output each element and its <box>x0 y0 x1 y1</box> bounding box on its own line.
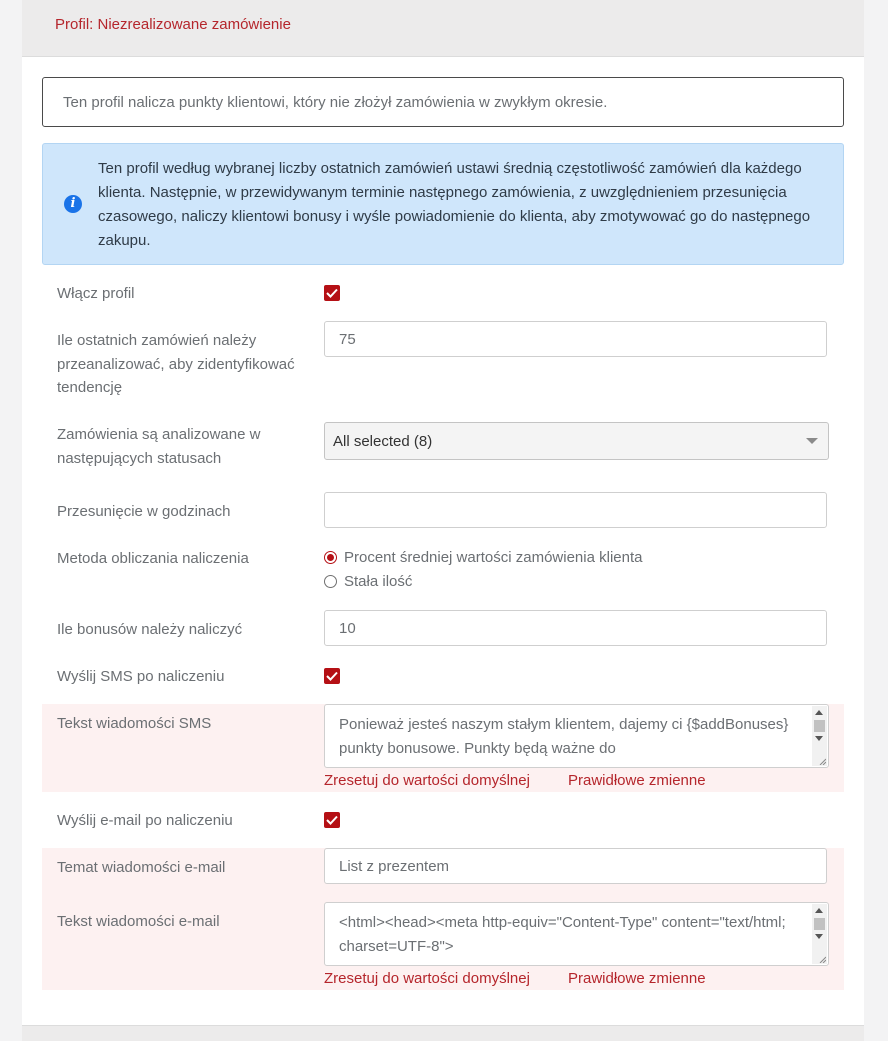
checkmark-icon <box>326 288 338 298</box>
page-title: Profil: Niezrealizowane zamówienie <box>55 16 291 33</box>
email-subject-label: Temat wiadomości e-mail <box>57 859 226 876</box>
statuses-label: Zamówienia są analizowane w następujących statusach <box>57 426 261 467</box>
enable-profile-label: Włącz profil <box>57 285 135 302</box>
dropdown-arrow-icon <box>806 438 818 444</box>
bonus-amount-value: 10 <box>339 620 356 637</box>
sms-reset-default-link[interactable]: Zresetuj do wartości domyślnej <box>324 772 530 789</box>
orders-count-label: Ile ostatnich zamówień należy przeanalizować, aby zidentyfikować tendencję <box>57 332 295 396</box>
panel-footer <box>22 1025 864 1041</box>
bonus-amount-input[interactable] <box>324 610 827 646</box>
email-valid-variables-link[interactable]: Prawidłowe zmienne <box>568 970 706 987</box>
sms-text-value: Ponieważ jesteś naszym stałym klientem, dajemy ci {$addBonuses} punkty bonusowe. Punkty będą ważne do <box>339 716 789 757</box>
statuses-select[interactable] <box>324 422 829 460</box>
info-icon: i <box>64 195 82 213</box>
method-radio-percent[interactable] <box>324 551 337 564</box>
sms-text-textarea[interactable] <box>324 704 829 768</box>
resize-handle-icon[interactable] <box>818 757 826 765</box>
panel-header <box>22 0 864 57</box>
send-email-label: Wyślij e-mail po naliczeniu <box>57 812 233 829</box>
info-alert <box>42 143 844 265</box>
profile-panel <box>22 0 864 1040</box>
statuses-select-value: All selected (8) <box>333 433 433 450</box>
offset-hours-input[interactable] <box>324 492 827 528</box>
method-radio-fixed[interactable] <box>324 575 337 588</box>
method-label: Metoda obliczania naliczenia <box>57 550 249 567</box>
enable-profile-checkbox[interactable] <box>324 285 340 301</box>
profile-description <box>42 77 844 127</box>
info-text: Ten profil według wybranej liczby ostatnich zamówień ustawi średnią częstotliwość zamówień dla każdego klienta. Następnie, w przewidywanym terminie następnego zamówienia, z uwzględnieniem przesunięcia czasowego, naliczy klientowi bonusy i wyśle powiadomienie do klienta, aby zmotywować go do następnego zakupu. <box>98 160 811 249</box>
send-sms-label: Wyślij SMS po naliczeniu <box>57 668 225 685</box>
bonus-amount-label: Ile bonusów należy naliczyć <box>57 621 243 638</box>
email-subject-input[interactable] <box>324 848 827 884</box>
resize-handle-icon[interactable] <box>818 955 826 963</box>
orders-count-input[interactable] <box>324 321 827 357</box>
method-option-percent-label[interactable]: Procent średniej wartości zamówienia klienta <box>344 549 643 566</box>
send-sms-checkbox[interactable] <box>324 668 340 684</box>
email-text-label: Tekst wiadomości e-mail <box>57 913 220 930</box>
checkmark-icon <box>326 671 338 681</box>
email-subject-value: List z prezentem <box>339 858 450 875</box>
checkmark-icon <box>326 815 338 825</box>
email-reset-default-link[interactable]: Zresetuj do wartości domyślnej <box>324 970 530 987</box>
orders-count-value: 75 <box>339 331 356 348</box>
method-option-fixed-label[interactable]: Stała ilość <box>344 573 413 590</box>
sms-text-label: Tekst wiadomości SMS <box>57 715 212 732</box>
email-text-value: <html><head><meta http-equiv="Content-Type" content="text/html; charset=UTF-8"> <box>339 914 786 955</box>
email-text-textarea[interactable] <box>324 902 829 966</box>
offset-hours-label: Przesunięcie w godzinach <box>57 503 231 520</box>
send-email-checkbox[interactable] <box>324 812 340 828</box>
sms-valid-variables-link[interactable]: Prawidłowe zmienne <box>568 772 706 789</box>
profile-description-text: Ten profil nalicza punkty klientowi, który nie złożył zamówienia w zwykłym okresie. <box>63 94 608 111</box>
